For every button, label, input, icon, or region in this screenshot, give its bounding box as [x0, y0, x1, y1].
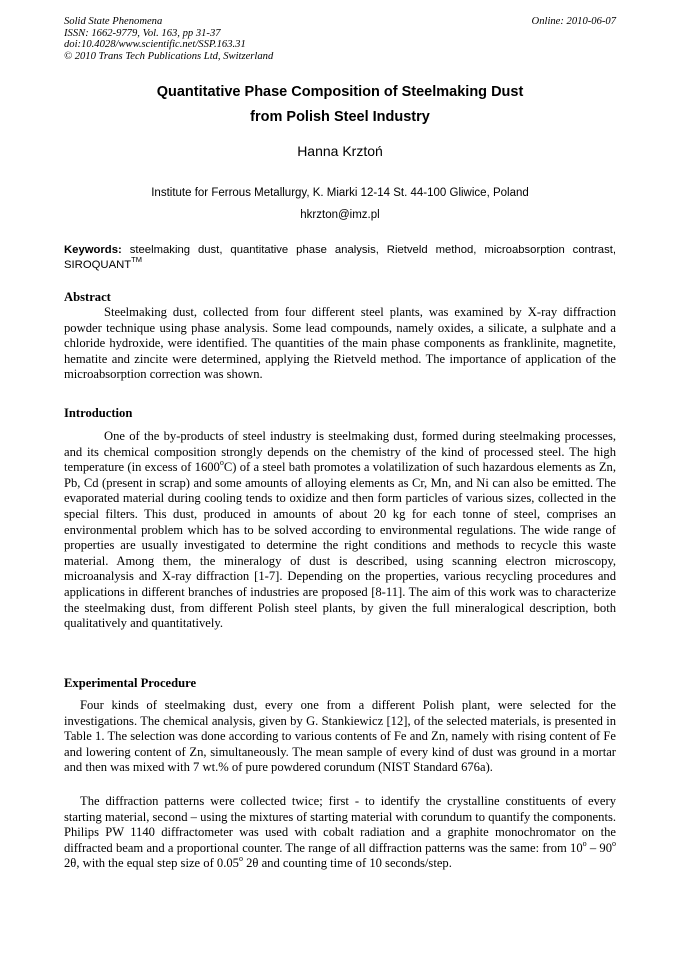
abstract-text: Steelmaking dust, collected from four different steel plants, was examined by X-ray diffraction powder technique using phase analysis. Some lead compounds, namely oxides, a silicate, a sulphate and a chloride hydroxide, were identified. The quantities of the main phase components as franklinite, magnetite, hematite and zincite were determined, applying the Rietveld method. The importance of application of the microabsorption correction was shown.: [64, 305, 616, 382]
degree-sup-3: o: [238, 854, 243, 864]
author-name: Hanna Krztoń: [297, 143, 383, 159]
online-date: Online: 2010-06-07: [531, 16, 616, 27]
paper-title: [64, 80, 616, 130]
trademark-mark: TM: [131, 255, 143, 265]
author-email[interactable]: hkrzton@imz.pl: [300, 209, 380, 221]
introduction-heading: Introduction: [64, 406, 133, 420]
experimental-paragraph-2: [64, 794, 616, 872]
copyright-line: © 2010 Trans Tech Publications Ltd, Switzerland: [64, 50, 274, 62]
affiliation: Institute for Ferrous Metallurgy, K. Miarki 12-14 St. 44-100 Gliwice, Poland: [151, 187, 529, 199]
keywords-text: steelmaking dust, quantitative phase analysis, Rietveld method, microabsorption contrast, SIROQUANT: [64, 244, 617, 271]
exp-text-part-a: The diffraction patterns were collected twice; first - to identify the crystalline constituents of every starting material, second – using the mixtures of starting material with corundum to quantify the components. Philips PW 1140 diffractometer was used with cobalt radiation and a graphite monochromator on the diffracted beam and a proportional counter. The range of all diffraction patterns was the same: from 10: [64, 794, 616, 855]
journal-header: [64, 16, 616, 62]
degree-sup-2: o: [612, 838, 617, 848]
journal-name: Solid State Phenomena: [64, 16, 163, 27]
issn-line: ISSN: 1662-9779, Vol. 163, pp 31-37: [64, 27, 221, 39]
keywords-label: Keywords:: [64, 244, 122, 256]
experimental-paragraph-1: Four kinds of steelmaking dust, every one from a different Polish plant, were selected for the investigations. The chemical analysis, given by G. Stankiewicz [12], of the selected materials, is presented in Table 1. The selection was done according to various contents of Fe and Zn, namely with rising content of Fe and lowering content of Zn, simultaneously. The mean sample of every kind of dust was ground in a mortar and then was mixed with 7 wt.% of pure powdered corundum (NIST Standard 676a).: [64, 698, 616, 775]
intro-text-part-2: C) of a steel bath promotes a volatilization of such hazardous elements as Zn, Pb, Cd (present in scrap) and some amounts of alloying elements as Cr, Mn, and Ni can also be emitted. The evaporated material during cooling tends to oxidize and then form particles of various sizes, collected in the special filters. This dust, produced in amounts of about 20 kg for each tonne of steel, comprises an environmental problem which has to be solved according to environmental regulations. The wide range of properties are usually investigated to determine the right conditions and methods to recycle this waste material. Among them, the mineralogy of dust is described, using scanning electron microscopy, microanalysis and X-ray diffraction [1-7]. Depending on the properties, various recycling procedures and applications in different branches of industries are proposed [8-11]. The aim of this work was to characterize the steelmaking dust, from different Polish steel plants, by given the full mineralogical description, both qualitatively and quantitatively.: [64, 460, 616, 631]
keywords-block: [64, 243, 616, 273]
experimental-heading: Experimental Procedure: [64, 676, 197, 690]
abstract-heading: Abstract: [64, 290, 111, 304]
degree-sup-1: o: [582, 838, 587, 848]
title-line-2: from Polish Steel Industry: [250, 109, 430, 125]
exp-text-part-b: – 90: [586, 840, 613, 855]
exp-text-part-c: 2θ, with the equal step size of 0.05: [64, 856, 239, 871]
intro-text-part-1: One of the by-products of steel industry is steelmaking dust, formed during steelmaking processes, and its chemical composition strongly depends on the chemistry of the kind of processed steel. The high temperature (in excess of 1600: [64, 429, 616, 475]
degree-sup: o: [219, 458, 224, 467]
doi-line: doi:10.4028/www.scientific.net/SSP.163.31: [64, 39, 246, 50]
introduction-paragraph: [64, 429, 616, 632]
exp-text-part-d: 2θ and counting time of 10 seconds/step.: [242, 856, 452, 871]
title-line-1: Quantitative Phase Composition of Steelmaking Dust: [156, 84, 524, 100]
